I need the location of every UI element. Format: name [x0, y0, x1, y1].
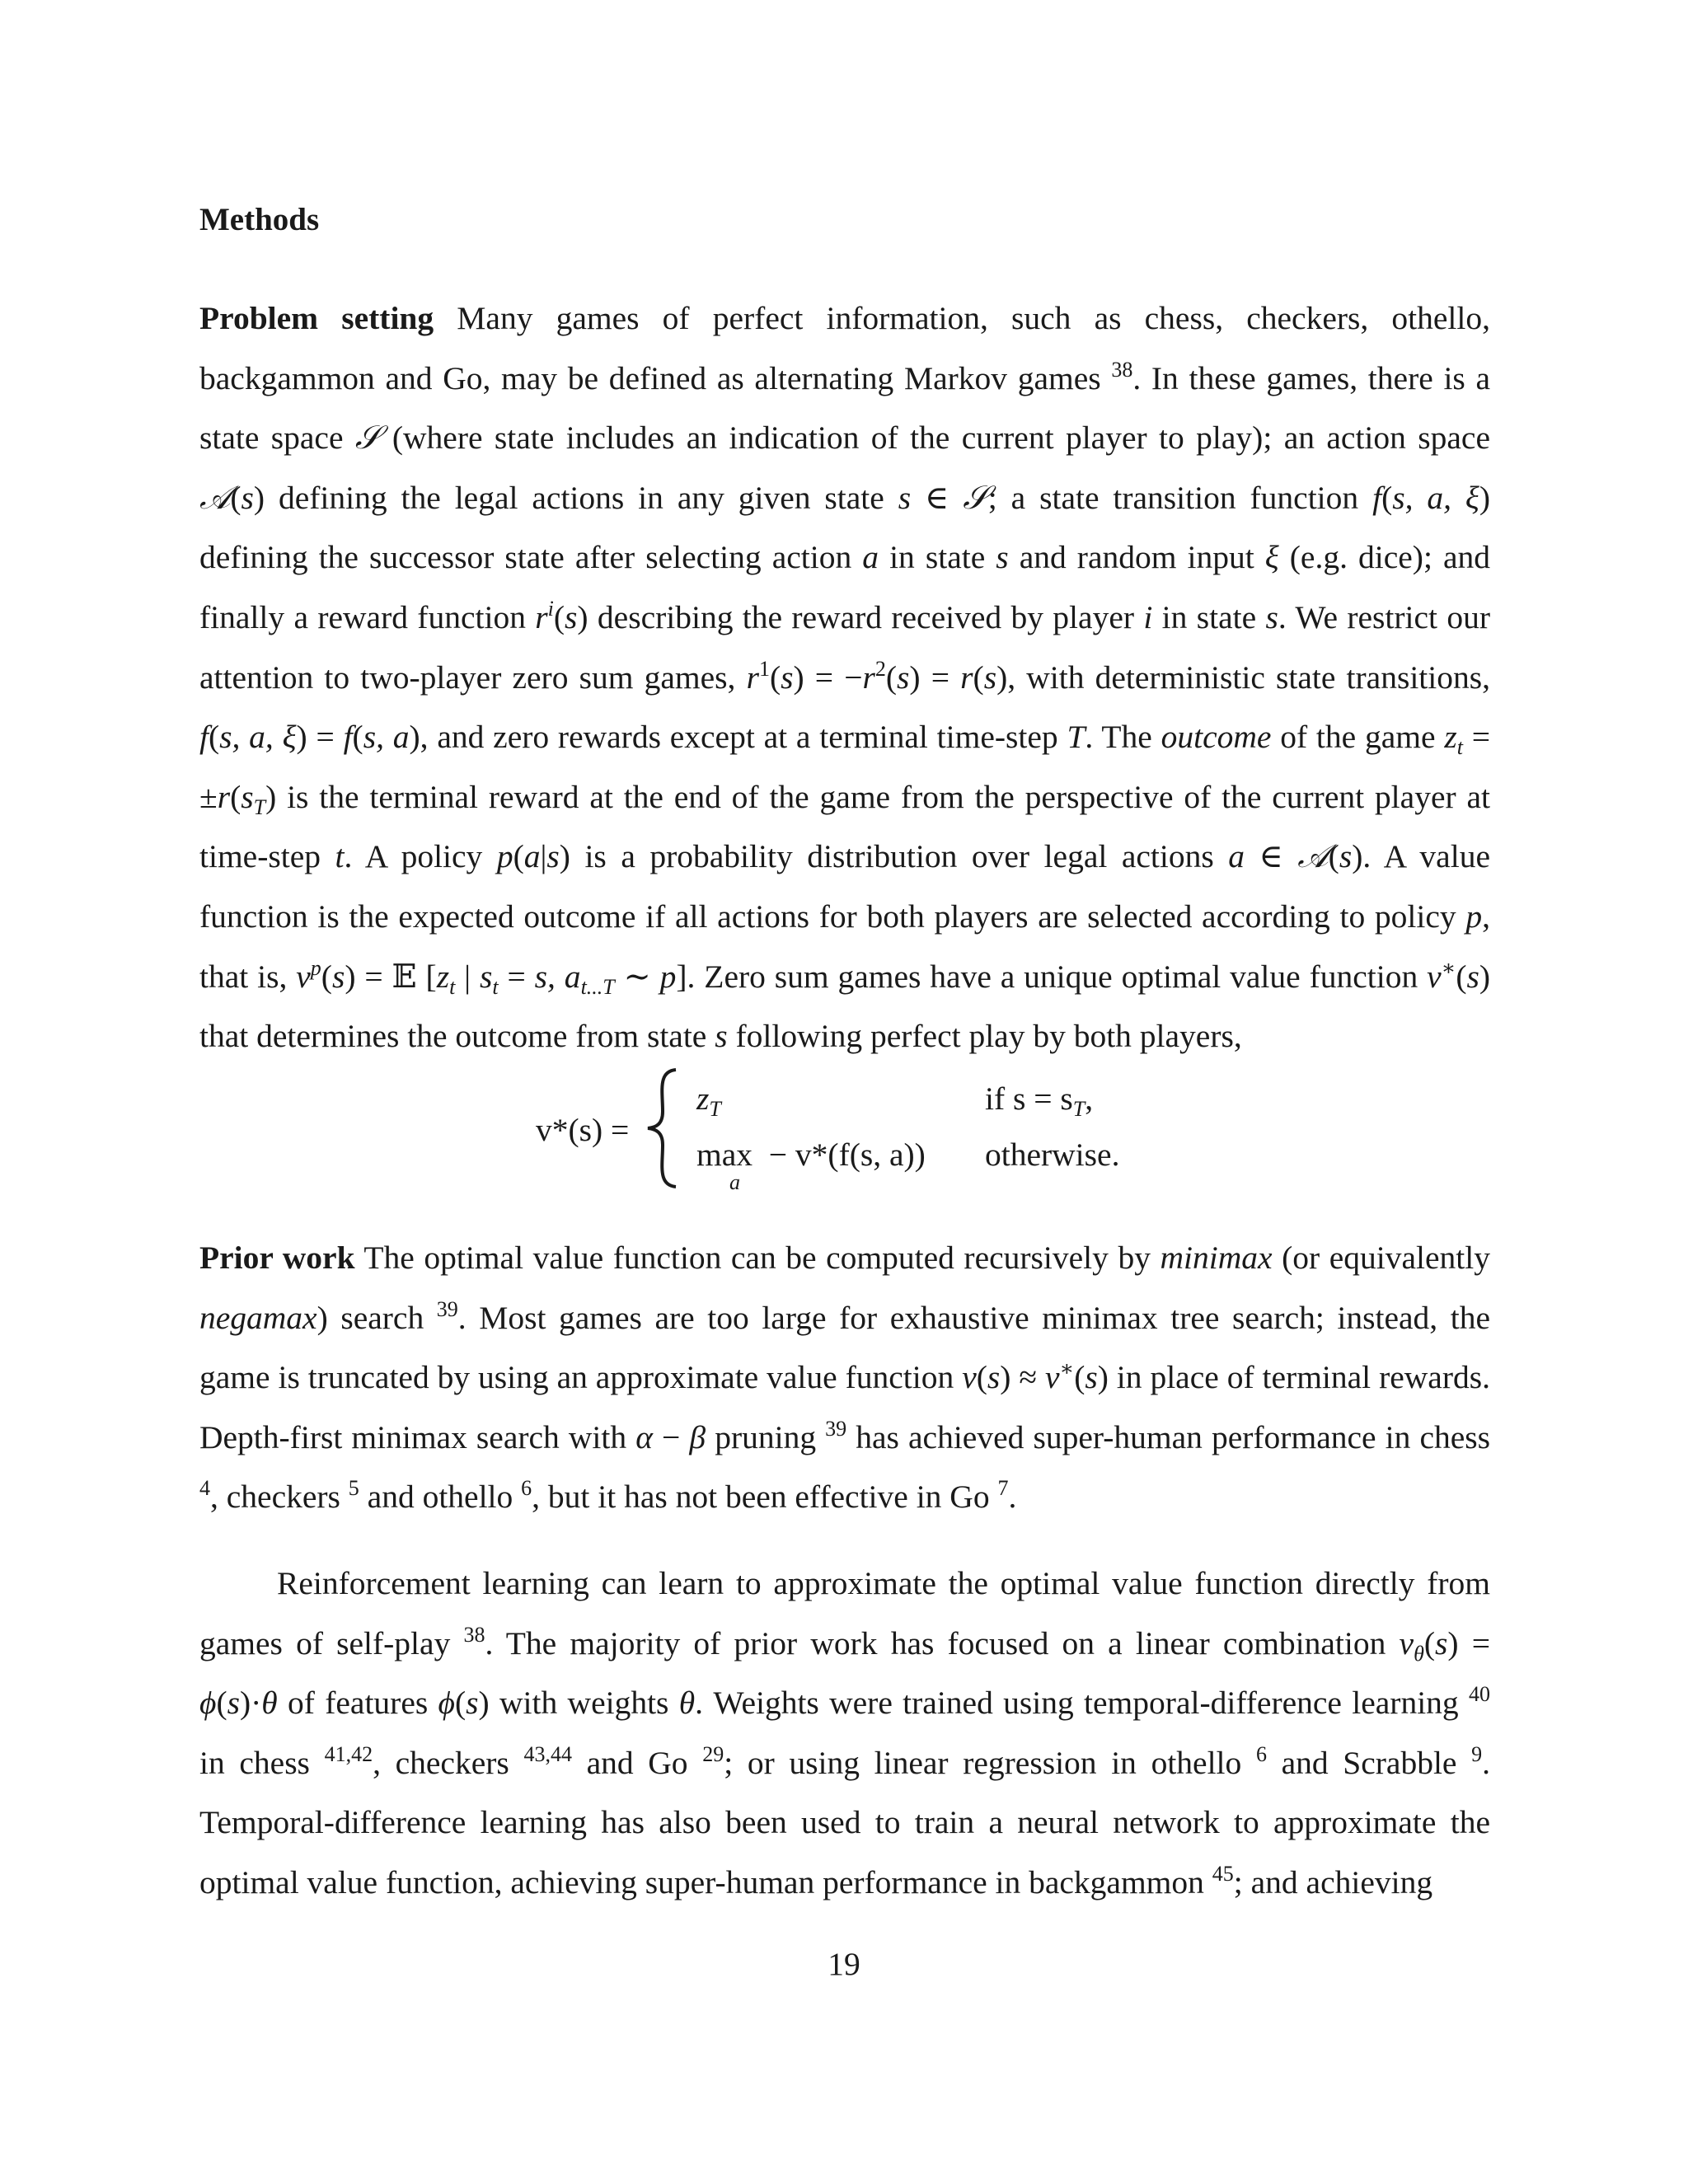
citation: 39 [825, 1416, 847, 1441]
citation: 6 [1255, 1741, 1267, 1766]
citation: 41,42 [324, 1741, 373, 1766]
paragraph-problem-setting: Problem setting Many games of perfect information, such as chess, checkers, othello, backgammon and Go, may be defined as alternating Markov games $^{38}$. In these games, there is a state space 𝒮 (where state includes an indication of the current player to play); an action space 𝒜(s) defining the legal actions in any given state s ∈ 𝒮; a state transition function f(s, a, ξ) defining the successor state after selecting action a in state s and random input ξ (e.g. dice); and finally a reward function $r^i(s)$ describing the reward received by player i in state s. We restrict our attention to two-player zero sum games, $r^1(s) = -r^2(s) = r(s)$, with deterministic state transitions, f(s, a, ξ) = f(s, a), and zero rewards except at a terminal time-step T. The outcome of the game $z_t = \pm r(s_T)$ is the terminal reward at the end of the game from the perspective of the current player at time-step t. A policy p(a|s) is a probability distribution over legal actions a ∈ 𝒜(s). A value function is the expected outcome if all actions for both players are selected according to policy p, that is, $v^p(s)$ = 𝔼 [$z_t$ | $s_t = s$, $a_{t...T}$ ∼ p]. Zero sum games have a unique optimal value function v∗(s) that determines the outcome from state s following perfect play by both players, [199, 300, 1491, 1055]
emphasis-outcome: outcome [1160, 719, 1272, 756]
math-state-space: 𝒮 [354, 419, 381, 457]
paragraph-reinforcement-learning: Reinforcement learning can learn to approximate the optimal value function directly from games of self-play $^{38}$. The majority of prior work has focused on a linear combination $v_\theta(s) = \phi(s)\cdot\theta$ of features ϕ(s) with weights θ. Weights were trained using temporal-difference learning $^{40}$ in chess $^{41,42}$, checkers $^{43,44}$ and Go $^{29}$; or using linear regression in othello $^6$ and Scrabble $^9$. Temporal-difference learning has also been used to train a neural network to approximate the optimal value function, achieving super-human performance in backgammon $^{45}$; and achieving [199, 1565, 1490, 1900]
citation: 29 [702, 1741, 724, 1766]
section-heading: Methods [199, 202, 320, 237]
citation: 4 [199, 1476, 210, 1501]
citation: 6 [521, 1476, 532, 1501]
page-number: 19 [828, 1946, 860, 1982]
case-1-expression: $z_T$ [696, 1080, 721, 1121]
citation: 5 [348, 1476, 359, 1501]
citation: 7 [997, 1476, 1009, 1501]
case-2-expression: max a − v*(f(s, a)) [696, 1137, 926, 1194]
equation-lhs: v*(s) = [536, 1112, 630, 1148]
case-1-condition: if $s = s_T$, [985, 1080, 1094, 1121]
citation: 9 [1471, 1741, 1483, 1766]
emphasis-minimax: minimax [1160, 1240, 1273, 1276]
citation: 45 [1212, 1861, 1234, 1886]
emphasis-negamax: negamax [199, 1299, 317, 1336]
runin-heading-problem-setting: Problem setting [199, 300, 434, 336]
runin-heading-prior-work: Prior work [199, 1240, 355, 1276]
citation: 43,44 [523, 1741, 572, 1766]
display-equation-optimal-value [536, 1063, 1162, 1212]
case-2-condition: otherwise. [985, 1137, 1120, 1173]
citation: 40 [1469, 1682, 1490, 1707]
citation: 39 [436, 1296, 458, 1321]
paragraph-prior-work: Prior work The optimal value function can be computed recursively by minimax (or equivalently negamax) search $^{39}$. Most games are too large for exhaustive minimax tree search; instead, the game is truncated by using an approximate value function v(s) ≈ v∗(s) in place of terminal rewards. Depth-first minimax search with α − β pruning $^{39}$ has achieved super-human performance in chess $^4$, checkers $^5$ and othello $^6$, but it has not been effective in Go $^7$. [199, 1240, 1490, 1516]
math-action-space: 𝒜 [199, 478, 231, 517]
citation: 38 [1111, 357, 1133, 382]
left-brace [643, 1066, 684, 1190]
citation: 38 [463, 1622, 485, 1647]
